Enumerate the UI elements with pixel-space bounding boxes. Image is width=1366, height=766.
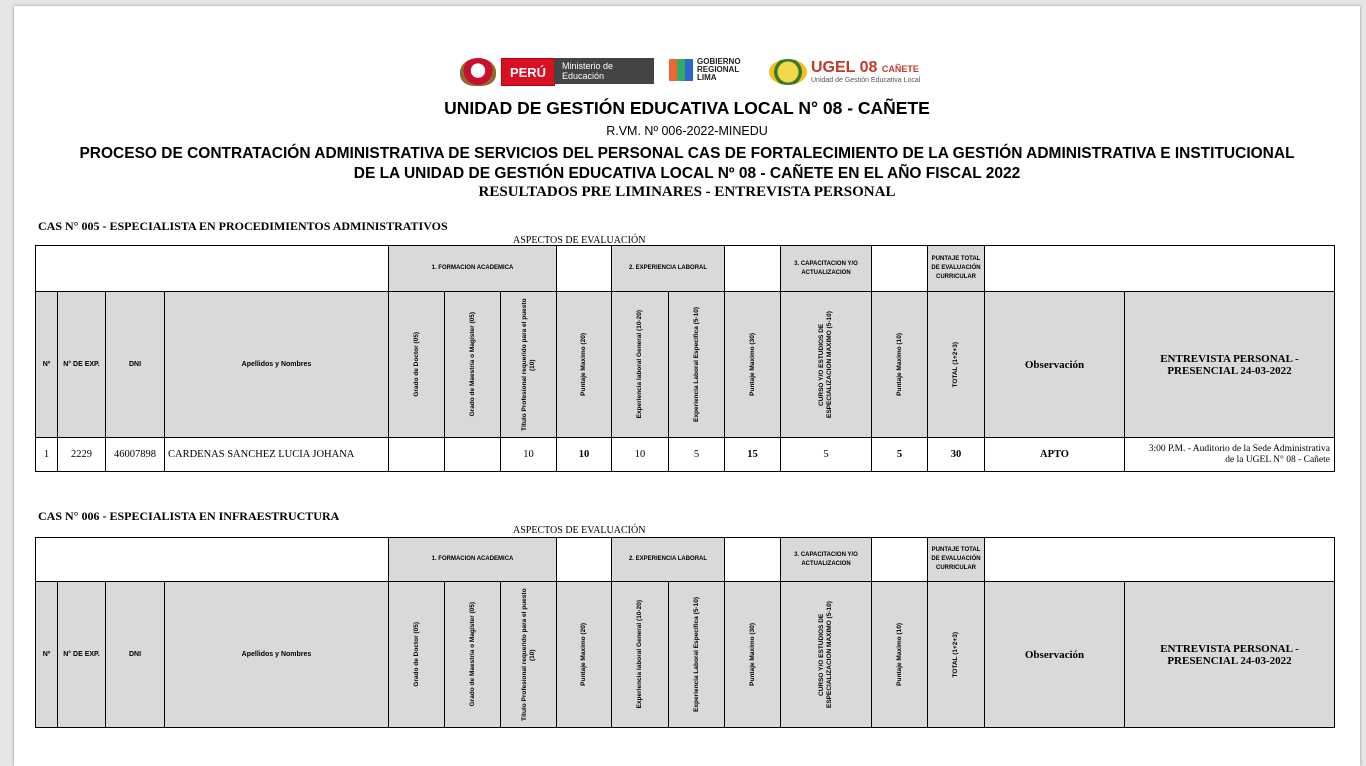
group-experiencia: 2. EXPERIENCIA LABORAL [612,538,725,582]
col-exp-especifica: Experiencia Laboral Especifica (5-10) [692,597,700,712]
col-pm10: Puntaje Maximo (10) [895,623,903,686]
col-pm10: Puntaje Maximo (10) [895,333,903,396]
total-score: 30 [928,438,985,472]
cas-006-title: CAS N° 006 - ESPECIALISTA EN INFRAESTRUCTURA [38,509,340,523]
col-exp: N° DE EXP. [58,582,106,728]
col-pm30: Puntaje Maximo (30) [748,623,756,686]
aspectos-label: ASPECTOS DE EVALUACIÓN [513,525,646,536]
table-row: 1 2229 46007898 CARDENAS SANCHEZ LUCIA JOHANA 10 10 10 5 15 5 5 30 APTO 3:00 P.M. - Auditorio de la Sede Administrativa de la UGEL N° 08 - Cañete [36,438,1335,472]
col-dni: DNI [106,292,165,438]
col-entrevista: ENTREVISTA PERSONAL - PRESENCIAL 24-03-2022 [1125,582,1335,728]
group-formacion: 1. FORMACION ACADEMICA [389,538,557,582]
ugel-08-logo: UGEL 08 CAÑETE Unidad de Gestión Educativa Local [769,58,939,86]
group-formacion: 1. FORMACION ACADEMICA [389,246,557,292]
group-puntaje-total: PUNTAJE TOTAL DE EVALUACIÓN CURRICULAR [928,538,985,582]
group-experiencia: 2. EXPERIENCIA LABORAL [612,246,725,292]
col-n: Nº [36,582,58,728]
gobierno-regional-lima-logo: GOBIERNO REGIONAL LIMA [669,58,745,82]
col-maestria: Grado de Maestría o Magíster (05) [468,312,476,417]
col-pm30: Puntaje Maximo (30) [748,333,756,396]
col-pm20: Puntaje Maximo (20) [580,623,587,686]
col-total: TOTAL (1+2+3) [952,631,959,678]
col-curso: CURSO Y/O ESTUDIOS DE ESPECIALIZACION MAXIMO (5-10) [818,601,833,708]
cas-005-table [35,245,1335,472]
logo-bar [14,58,1360,92]
group-header-row [36,538,1335,582]
peru-logo: PERÚ [501,58,555,86]
col-titulo: Título Profesional requerido para el puesto (10) [520,298,536,431]
group-puntaje-total: PUNTAJE TOTAL DE EVALUACIÓN CURRICULAR [928,246,985,292]
cas-006-table [35,537,1335,728]
process-description: PROCESO DE CONTRATACIÓN ADMINISTRATIVA DE SERVICIOS DEL PERSONAL CAS DE FORTALECIMIENTO DE LA GESTIÓN ADMINISTRATIVA E INSTITUCIONAL DE LA UNIDAD DE GESTIÓN EDUCATIVA LOCAL Nº 08 - CAÑETE EN EL AÑO FISCAL 2022 [79,145,1295,182]
status-badge: APTO [985,438,1125,472]
col-exp-general: Experiencia laboral General (10-20) [636,310,643,419]
document-title: UNIDAD DE GESTIÓN EDUCATIVA LOCAL N° 08 - CAÑETE [444,98,930,118]
col-pm20: Puntaje Maximo (20) [580,333,587,396]
col-total: TOTAL (1+2+3) [952,341,959,388]
col-n: Nº [36,292,58,438]
aspectos-label: ASPECTOS DE EVALUACIÓN [513,235,646,246]
rvm-reference: R.VM. Nº 006-2022-MINEDU [606,124,768,138]
col-doctor: Grado de Doctor (05) [412,332,420,397]
col-exp-especifica: Experiencia Laboral Especifica (5-10) [692,307,700,422]
cas-005-title: CAS N° 005 - ESPECIALISTA EN PROCEDIMIENTOS ADMINISTRATIVOS [38,219,448,233]
col-titulo: Título Profesional requerido para el puesto (10) [520,588,536,721]
col-curso: CURSO Y/O ESTUDIOS DE ESPECIALIZACION MAXIMO (5-10) [818,311,833,418]
peru-coat-of-arms-logo [460,58,496,86]
col-observacion: Observación [985,582,1125,728]
interview-details: 3:00 P.M. - Auditorio de la Sede Administrativa de la UGEL N° 08 - Cañete [1125,438,1335,472]
results-heading: RESULTADOS PRE LIMINARES - ENTREVISTA PERSONAL [478,184,896,200]
group-capacitacion: 3. CAPACITACION Y/O ACTUALIZACION [781,538,872,582]
ministerio-educacion-logo: Ministerio de Educación [554,58,654,84]
column-header-row [36,292,1335,438]
col-nombres: Apellidos y Nombres [165,582,389,728]
ugel-badge-icon [769,59,807,85]
candidate-name: CARDENAS SANCHEZ LUCIA JOHANA [165,438,389,472]
gobierno-regional-icon [669,59,693,81]
col-nombres: Apellidos y Nombres [165,292,389,438]
column-header-row [36,582,1335,728]
col-exp-general: Experiencia laboral General (10-20) [636,600,643,709]
col-observacion: Observación [985,292,1125,438]
col-maestria: Grado de Maestría o Magíster (05) [468,602,476,707]
document-page [14,6,1360,766]
col-exp: N° DE EXP. [58,292,106,438]
group-capacitacion: 3. CAPACITACION Y/O ACTUALIZACION [781,246,872,292]
group-header-row [36,246,1335,292]
col-dni: DNI [106,582,165,728]
col-entrevista: ENTREVISTA PERSONAL - PRESENCIAL 24-03-2022 [1125,292,1335,438]
col-doctor: Grado de Doctor (05) [412,622,420,687]
